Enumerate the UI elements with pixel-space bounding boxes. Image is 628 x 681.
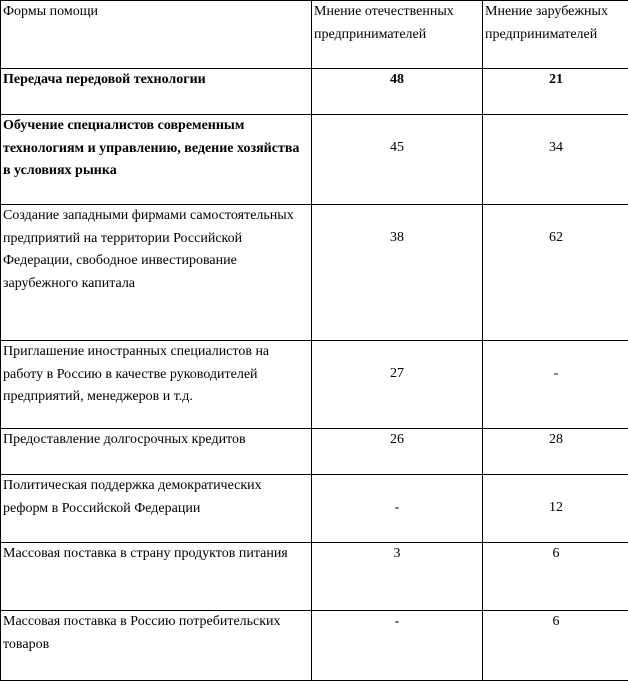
row-foreign-value [483,115,628,205]
row-foreign-text: 62 [485,205,627,250]
table-row [1,205,628,341]
row-foreign-value: 21 [483,69,628,115]
header-domestic-opinion: Мнение отечественных предпринимателей [312,1,483,69]
table-row [1,543,628,611]
header-forms: Формы помощи [1,1,312,69]
row-foreign-value [483,475,628,543]
row-form: Предоставление долгосрочных кредитов [1,429,312,475]
row-domestic-text: 45 [314,115,480,160]
row-foreign-value [483,205,628,341]
row-foreign-text: 34 [485,115,627,160]
row-foreign-text: - [485,341,627,386]
row-form: Массовая поставка в Россию потребительских товаров [1,611,312,681]
row-form: Создание западными фирмами самостоятельных предприятий на территории Российской Федерации, свободное инвестирование зарубежного капитала [1,205,312,341]
header-foreign-opinion: Мнение зарубежных предпринимателей [483,1,628,69]
row-foreign-value: 6 [483,611,628,681]
table-row [1,341,628,429]
table-row [1,429,628,475]
row-foreign-value: 28 [483,429,628,475]
row-domestic-text: - [314,475,480,520]
row-domestic-value [312,115,483,205]
row-foreign-value: 6 [483,543,628,611]
row-form: Массовая поставка в страну продуктов питания [1,543,312,611]
table-row [1,475,628,543]
row-form: Приглашение иностранных специалистов на работу в Россию в качестве руководителей предприятий, менеджеров и т.д. [1,341,312,429]
row-domestic-value [312,341,483,429]
row-domestic-value: - [312,611,483,681]
row-domestic-value: 26 [312,429,483,475]
row-domestic-value: 3 [312,543,483,611]
table-row [1,69,628,115]
row-form: Обучение специалистов современным технологиям и управлению, ведение хозяйства в условиях рынка [1,115,312,205]
row-domestic-text: 38 [314,205,480,250]
row-domestic-value [312,205,483,341]
row-foreign-value [483,341,628,429]
table-row [1,115,628,205]
table-row [1,611,628,681]
row-domestic-text: 27 [314,341,480,386]
table-header-row [1,1,628,69]
row-foreign-text: 12 [485,475,627,520]
row-form: Политическая поддержка демократических реформ в Российской Федерации [1,475,312,543]
row-form: Передача передовой технологии [1,69,312,115]
row-domestic-value [312,475,483,543]
row-domestic-value: 48 [312,69,483,115]
